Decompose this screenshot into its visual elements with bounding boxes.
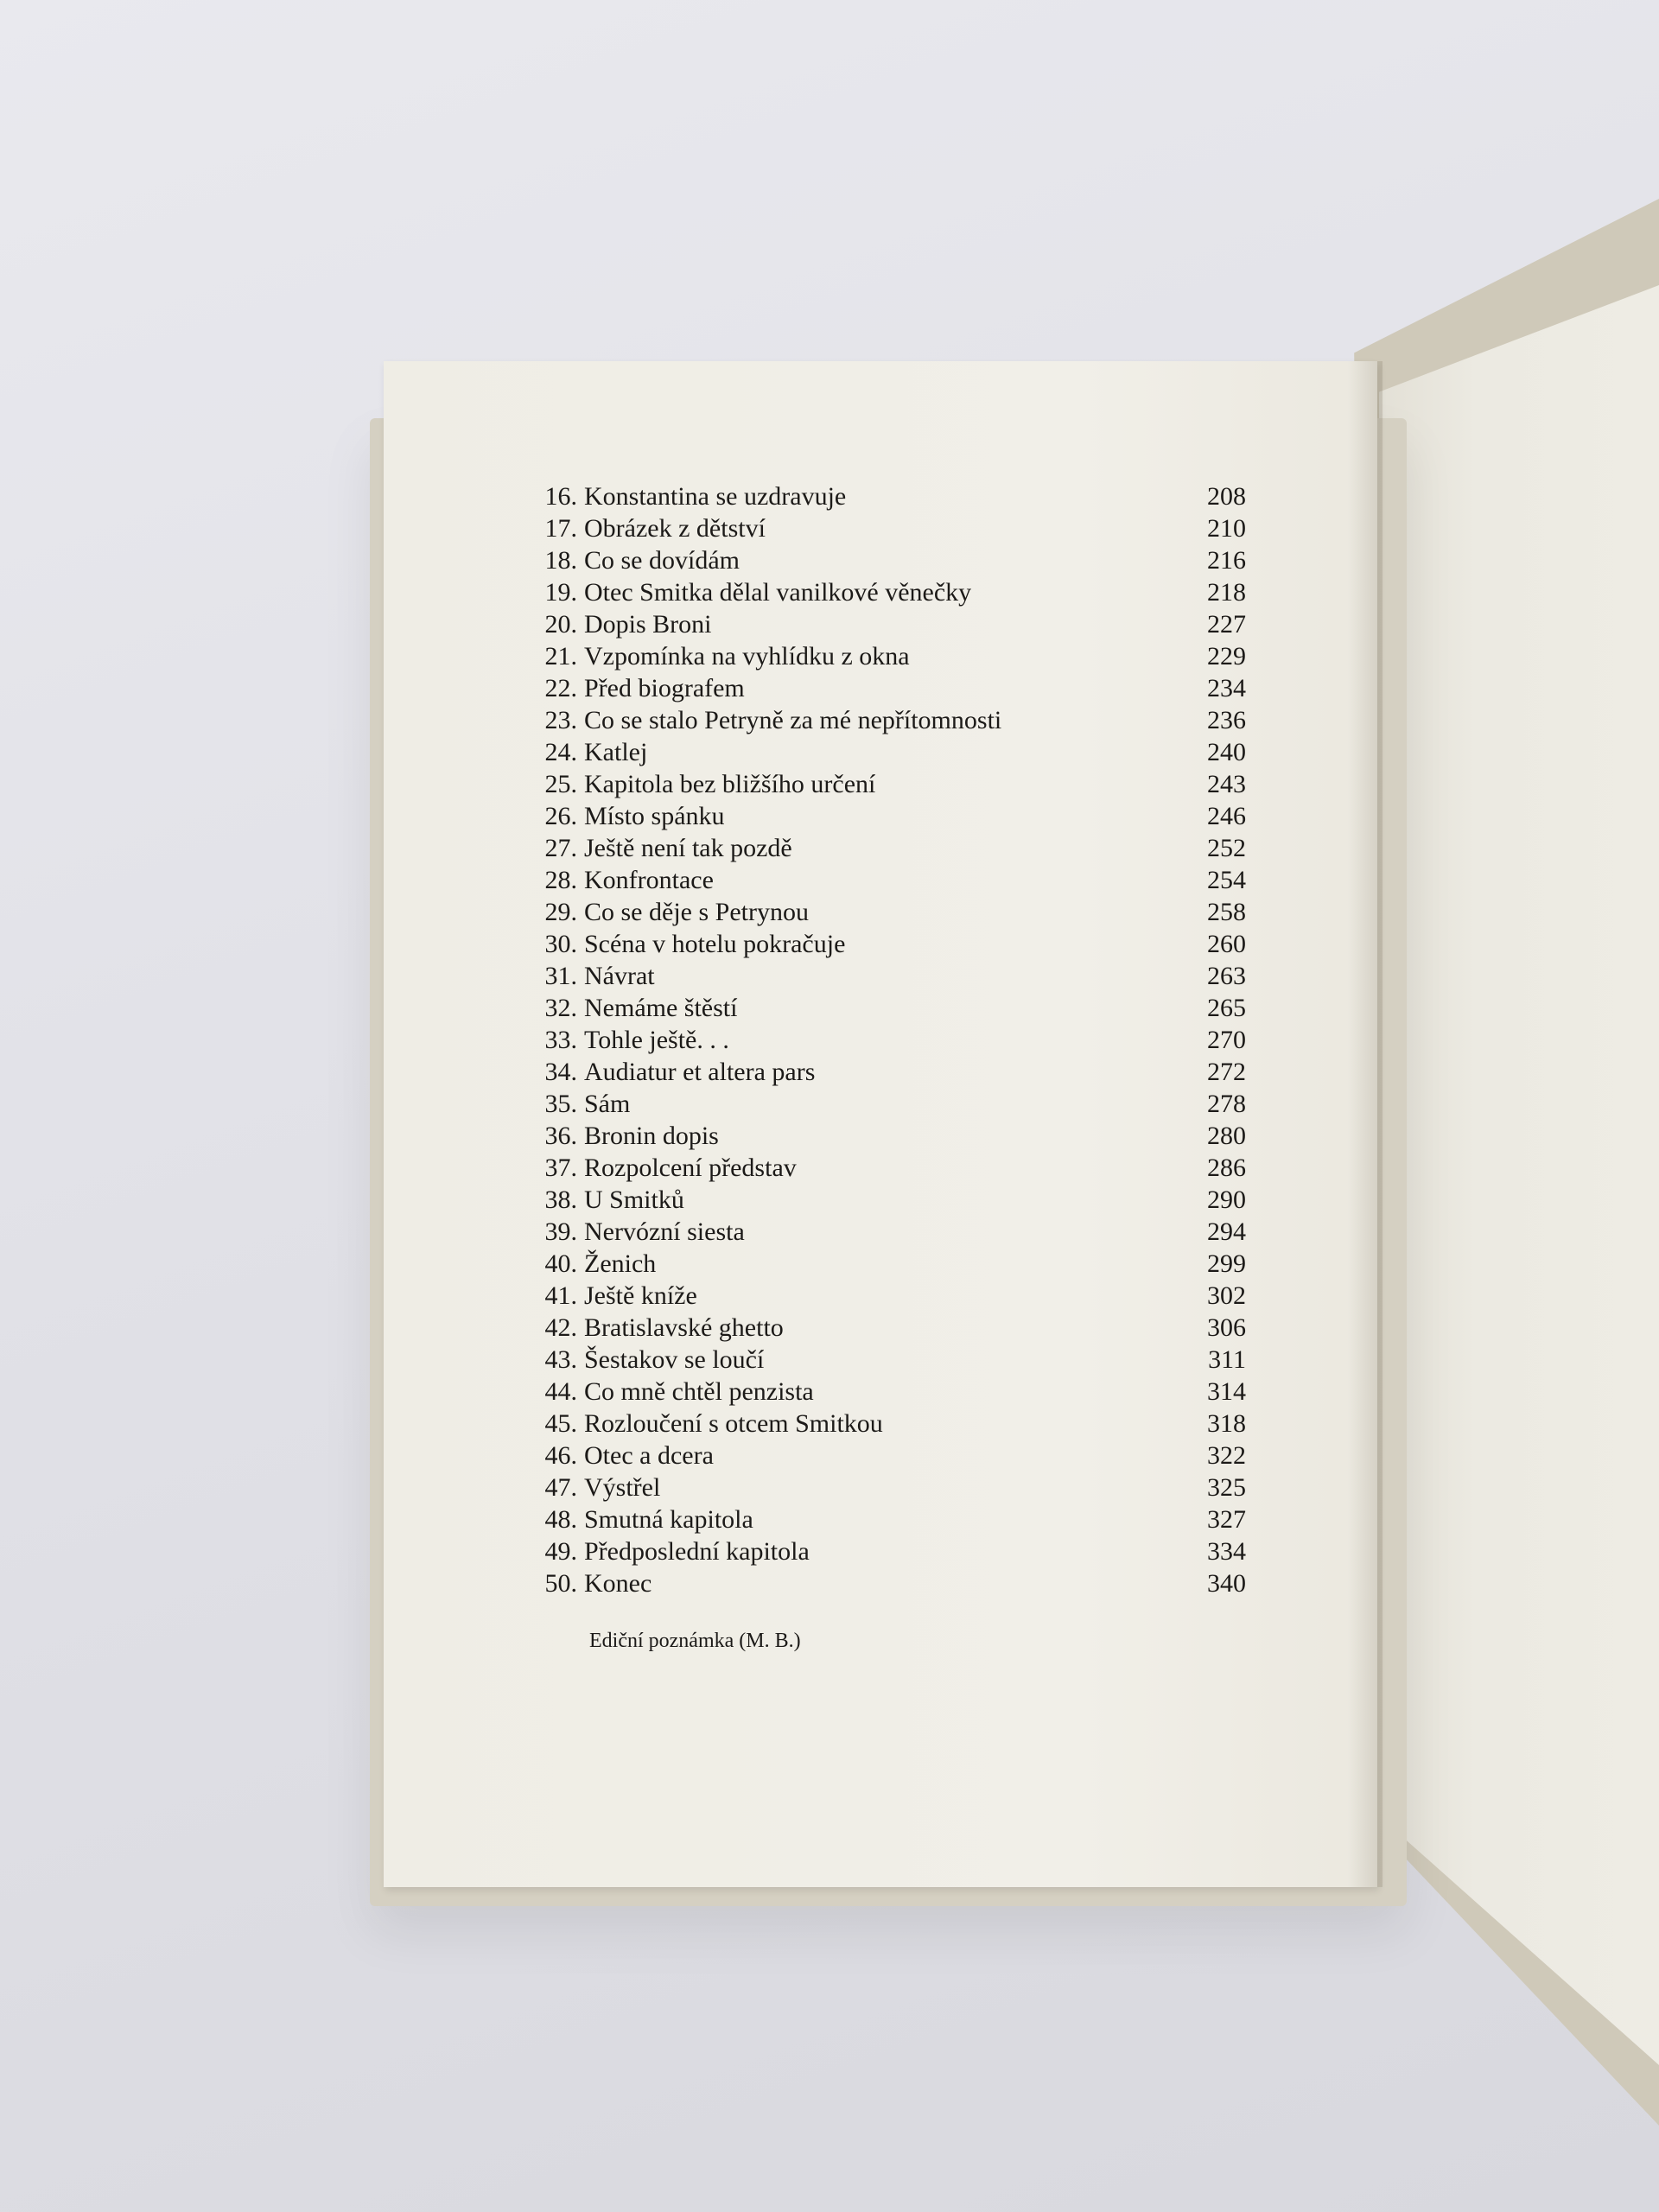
- chapter-number: 40.: [544, 1249, 577, 1278]
- chapter-number: 21.: [544, 642, 577, 671]
- chapter-number: 46.: [544, 1441, 577, 1470]
- chapter-page-number: 334: [1207, 1537, 1246, 1566]
- chapter-page-number: 314: [1207, 1377, 1246, 1406]
- toc-entry: [529, 1088, 1246, 1120]
- toc-entry: [529, 704, 1246, 736]
- toc-entry: [529, 576, 1246, 608]
- toc-entry: [529, 1535, 1246, 1567]
- toc-entry: [529, 544, 1246, 576]
- chapter-page-number: 229: [1207, 642, 1246, 671]
- toc-entry: [529, 512, 1246, 544]
- toc-entry: [529, 640, 1246, 672]
- chapter-number: 39.: [544, 1217, 577, 1246]
- chapter-number: 42.: [544, 1313, 577, 1342]
- chapter-page-number: 252: [1207, 834, 1246, 862]
- chapter-title: Před biografem: [584, 674, 745, 702]
- chapter-title: Co se stalo Petryně za mé nepřítomnosti: [584, 706, 1002, 734]
- chapter-number: 25.: [544, 770, 577, 798]
- chapter-number: 26.: [544, 802, 577, 830]
- chapter-number: 50.: [544, 1569, 577, 1598]
- chapter-title: Kapitola bez bližšího určení: [584, 770, 876, 798]
- chapter-title: Ještě není tak pozdě: [584, 834, 792, 862]
- toc-entry: [529, 992, 1246, 1024]
- chapter-page-number: 234: [1207, 674, 1246, 702]
- chapter-title: Smutná kapitola: [584, 1505, 753, 1534]
- toc-entry: [529, 1184, 1246, 1216]
- chapter-title: Bratislavské ghetto: [584, 1313, 784, 1342]
- chapter-title: Co se děje s Petrynou: [584, 898, 809, 926]
- chapter-title: Ještě kníže: [584, 1281, 697, 1310]
- toc-entry: [529, 1408, 1246, 1440]
- chapter-title: Katlej: [584, 738, 648, 766]
- chapter-page-number: 258: [1207, 898, 1246, 926]
- toc-entry: [529, 928, 1246, 960]
- toc-entry: [529, 1152, 1246, 1184]
- chapter-page-number: 278: [1207, 1090, 1246, 1118]
- chapter-title: Nemáme štěstí: [584, 994, 738, 1022]
- chapter-title: Co se dovídám: [584, 546, 740, 575]
- chapter-page-number: 306: [1207, 1313, 1246, 1342]
- chapter-title: Obrázek z dětství: [584, 514, 766, 543]
- chapter-number: 30.: [544, 930, 577, 958]
- chapter-title: Konfrontace: [584, 866, 714, 894]
- chapter-number: 28.: [544, 866, 577, 894]
- chapter-page-number: 216: [1207, 546, 1246, 575]
- chapter-title: Bronin dopis: [584, 1122, 719, 1150]
- chapter-number: 36.: [544, 1122, 577, 1150]
- chapter-page-number: 325: [1207, 1473, 1246, 1502]
- toc-entry: [529, 1120, 1246, 1152]
- chapter-title: Scéna v hotelu pokračuje: [584, 930, 846, 958]
- chapter-page-number: 302: [1207, 1281, 1246, 1310]
- toc-entry: [529, 768, 1246, 800]
- chapter-number: 27.: [544, 834, 577, 862]
- toc-entry: [529, 832, 1246, 864]
- toc-entry: [529, 960, 1246, 992]
- chapter-page-number: 208: [1207, 482, 1246, 511]
- chapter-page-number: 218: [1207, 578, 1246, 607]
- chapter-title: Výstřel: [584, 1473, 661, 1502]
- toc-entry: [529, 1312, 1246, 1344]
- chapter-page-number: 263: [1207, 962, 1246, 990]
- chapter-title: U Smitků: [584, 1185, 684, 1214]
- chapter-page-number: 299: [1207, 1249, 1246, 1278]
- chapter-number: 43.: [544, 1345, 577, 1374]
- toc-entry: [529, 896, 1246, 928]
- chapter-number: 37.: [544, 1154, 577, 1182]
- chapter-page-number: 322: [1207, 1441, 1246, 1470]
- chapter-page-number: 254: [1207, 866, 1246, 894]
- toc-entry: [529, 672, 1246, 704]
- toc-entry: [529, 1216, 1246, 1248]
- toc-entry: [529, 1280, 1246, 1312]
- chapter-page-number: 290: [1207, 1185, 1246, 1214]
- toc-entry: [529, 1440, 1246, 1471]
- editorial-note: Ediční poznámka (M. B.): [589, 1630, 801, 1652]
- chapter-page-number: 286: [1207, 1154, 1246, 1182]
- toc-entry: [529, 1024, 1246, 1056]
- toc-entry: [529, 1503, 1246, 1535]
- toc-entry: [529, 608, 1246, 640]
- toc-entry: [529, 1056, 1246, 1088]
- chapter-title: Audiatur et altera pars: [584, 1058, 816, 1086]
- chapter-title: Nervózní siesta: [584, 1217, 745, 1246]
- chapter-page-number: 243: [1207, 770, 1246, 798]
- chapter-page-number: 265: [1207, 994, 1246, 1022]
- chapter-page-number: 240: [1207, 738, 1246, 766]
- chapter-title: Rozloučení s otcem Smitkou: [584, 1409, 883, 1438]
- chapter-title: Otec a dcera: [584, 1441, 714, 1470]
- chapter-number: 16.: [544, 482, 577, 511]
- chapter-title: Co mně chtěl penzista: [584, 1377, 814, 1406]
- chapter-number: 18.: [544, 546, 577, 575]
- toc-entry: [529, 864, 1246, 896]
- chapter-number: 19.: [544, 578, 577, 607]
- chapter-number: 17.: [544, 514, 577, 543]
- chapter-page-number: 280: [1207, 1122, 1246, 1150]
- chapter-number: 32.: [544, 994, 577, 1022]
- chapter-title: Sám: [584, 1090, 631, 1118]
- right-page: [1379, 285, 1659, 2065]
- chapter-number: 45.: [544, 1409, 577, 1438]
- chapter-number: 23.: [544, 706, 577, 734]
- toc-entry: [529, 480, 1246, 512]
- chapter-number: 29.: [544, 898, 577, 926]
- chapter-number: 38.: [544, 1185, 577, 1214]
- toc-entry: [529, 1471, 1246, 1503]
- chapter-number: 35.: [544, 1090, 577, 1118]
- chapter-number: 41.: [544, 1281, 577, 1310]
- toc-entry: [529, 1376, 1246, 1408]
- chapter-page-number: 318: [1207, 1409, 1246, 1438]
- chapter-page-number: 246: [1207, 802, 1246, 830]
- chapter-number: 31.: [544, 962, 577, 990]
- chapter-title: Konstantina se uzdravuje: [584, 482, 847, 511]
- page-gutter: [1348, 361, 1382, 1887]
- chapter-title: Ženich: [584, 1249, 657, 1278]
- chapter-page-number: 260: [1207, 930, 1246, 958]
- chapter-number: 49.: [544, 1537, 577, 1566]
- chapter-page-number: 311: [1208, 1345, 1246, 1374]
- toc-entry: [529, 800, 1246, 832]
- toc-entry: [529, 1248, 1246, 1280]
- chapter-number: 34.: [544, 1058, 577, 1086]
- chapter-number: 47.: [544, 1473, 577, 1502]
- chapter-number: 44.: [544, 1377, 577, 1406]
- chapter-title: Tohle ještě. . .: [584, 1026, 729, 1054]
- chapter-title: Předposlední kapitola: [584, 1537, 810, 1566]
- chapter-number: 22.: [544, 674, 577, 702]
- chapter-number: 20.: [544, 610, 577, 639]
- toc-entry: [529, 736, 1246, 768]
- chapter-title: Rozpolcení představ: [584, 1154, 797, 1182]
- chapter-page-number: 210: [1207, 514, 1246, 543]
- chapter-page-number: 327: [1207, 1505, 1246, 1534]
- chapter-number: 33.: [544, 1026, 577, 1054]
- chapter-page-number: 270: [1207, 1026, 1246, 1054]
- chapter-page-number: 272: [1207, 1058, 1246, 1086]
- chapter-title: Místo spánku: [584, 802, 725, 830]
- chapter-page-number: 227: [1207, 610, 1246, 639]
- table-of-contents: [529, 480, 1246, 1599]
- chapter-page-number: 294: [1207, 1217, 1246, 1246]
- chapter-number: 24.: [544, 738, 577, 766]
- chapter-title: Otec Smitka dělal vanilkové věnečky: [584, 578, 972, 607]
- chapter-number: 48.: [544, 1505, 577, 1534]
- chapter-title: Dopis Broni: [584, 610, 712, 639]
- chapter-page-number: 340: [1207, 1569, 1246, 1598]
- toc-entry: [529, 1344, 1246, 1376]
- chapter-title: Vzpomínka na vyhlídku z okna: [584, 642, 910, 671]
- chapter-title: Šestakov se loučí: [584, 1345, 765, 1374]
- chapter-page-number: 236: [1207, 706, 1246, 734]
- toc-entry: [529, 1567, 1246, 1599]
- chapter-title: Návrat: [584, 962, 655, 990]
- chapter-title: Konec: [584, 1569, 652, 1598]
